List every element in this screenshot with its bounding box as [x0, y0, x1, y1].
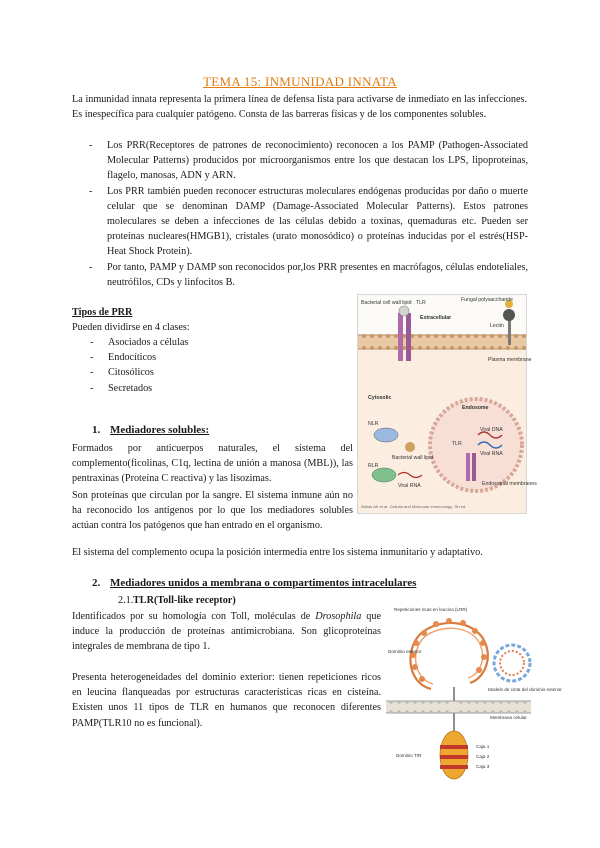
section-2-heading: Mediadores unidos a membrana o compartimentos intracelulares	[110, 577, 417, 589]
label-lectin: Lectin	[490, 323, 504, 329]
tlr-structure-figure	[386, 605, 562, 785]
section-2-number: 2.	[92, 577, 101, 589]
subsection-2-1-heading: TLR(Toll-like receptor)	[133, 595, 236, 606]
label-lrr: Repeticiones ricas en leucina (LRR)	[394, 607, 468, 612]
page-title: TEMA 15: INMUNIDAD INNATA	[203, 74, 397, 89]
list-item: - Secretados	[108, 381, 308, 396]
subsection-2-1-number: 2.1.	[118, 595, 134, 606]
prr-location-figure	[357, 294, 537, 514]
section-1-heading: Mediadores solubles:	[110, 424, 210, 436]
tir-domain	[440, 731, 468, 779]
list-item: - Los PRR(Receptores de patrones de reconocimiento) reconocen a los PAMP (Pathogen-Associated Molecular Patterns) producidos por microorganismos entre los que destacan los LPS, lipoproteínas, flagelo, manosas, ADN y ARN.	[107, 138, 528, 184]
intro-paragraph: La inmunidad innata representa la primera línea de defensa lista para activarse de inmediato en las infecciones. Es inespecífica para cualquier patógeno. Consta de las barreras físicas y de los componentes solubles.	[72, 94, 527, 121]
label-endosome: Endosome	[462, 405, 489, 411]
label-nlr: NLR	[368, 421, 379, 427]
label-viral-rna: Viral RNA	[480, 451, 503, 457]
label-rlr: RLR	[368, 463, 379, 469]
label-bacterial: Bacterial cell wall lipid	[361, 300, 412, 306]
list-item: - Por tanto, PAMP y DAMP son reconocidos por,los PRR presentes en macrófagos, células endoteliales, neutrófilos, CDs y linfocitos B.	[107, 260, 528, 290]
label-box-2: Caja 2	[476, 754, 490, 759]
list-item: - Citosólicos	[108, 365, 308, 380]
prr-types-lead: Pueden dividirse en 4 clases:	[72, 322, 190, 333]
label-fungal: Fungal polysaccharide	[461, 297, 513, 303]
prr-types-heading: Tipos de PRR	[72, 307, 133, 318]
section-1-para2: Son proteínas que circulan por la sangre. El sistema inmune aún no ha reconocido los antígenos por lo que los mediadores solubles actúan contra los patógenos que han entrado en el organismo.	[72, 490, 353, 532]
label-box-1: Caja 1	[476, 744, 490, 749]
list-item: - Los PRR también pueden reconocer estructuras moleculares endógenas producidas por daño o muerte celular que se denominan DAMP (Damage-Associated Molecular Patterns). Estos patrones moleculares se deben a infecciones de las células debido a toxinas, quemaduras etc. Pueden ser proteínas nucleares(HMGB1), cristales (urato monosódico) o proteínas inducidas por el estrés(HSP-Heat Shock Protein).	[107, 184, 528, 260]
label-tlr-surface: TLR	[416, 300, 426, 306]
intro-bullet-list	[107, 138, 528, 290]
label-ribbon-model: Modelo de cinta del dominio exterior	[488, 687, 562, 692]
label-endosomal-membranes: Endosomal membranes	[482, 481, 537, 487]
label-plasma-membrane: Plasma membrane	[488, 357, 532, 363]
section-1-para1: Formados por anticuerpos naturales, el sistema del complemento(ficolinas, C1q, lectina de unión a manosa (MBL)), las pentraxinas (Proteína C reactiva) y las lisozimas.	[72, 443, 353, 485]
tlr-para1-text: Identificados por su homología con Toll, moléculas de	[72, 611, 316, 622]
label-tir-domain: Dominio TIR	[396, 753, 422, 758]
label-exterior-domain: Dominio exterior	[388, 649, 422, 654]
label-bacterial-lipid: Bacterial wall lipid	[392, 455, 434, 461]
list-item: - Endocíticos	[108, 350, 308, 365]
ribbon-model	[494, 645, 530, 681]
tlr-para1	[72, 609, 381, 655]
label-tlr-endo: TLR	[452, 441, 462, 447]
label-cell-membrane: Membrana celular	[490, 715, 527, 720]
prr-types-list	[108, 335, 308, 396]
section-1-para3: El sistema del complemento ocupa la posición intermedia entre los sistema inmunitario y adaptativo.	[72, 547, 483, 558]
cell-membrane	[386, 700, 531, 714]
list-item: - Asociados a células	[108, 335, 308, 350]
tlr-para1-text-end: que induce la producción de proteínas antimicrobiana. Son glicoproteínas integrales de membrana de tipo 1.	[72, 611, 381, 653]
label-cytosolic: Cytosolic	[368, 395, 392, 401]
label-viral-rna-2: Viral RNA	[398, 483, 421, 489]
label-box-3: Caja 3	[476, 764, 490, 769]
section-1-number: 1.	[92, 424, 101, 436]
label-viral-dna: Viral DNA	[480, 427, 503, 433]
label-extracellular: Extracellular	[420, 315, 452, 321]
drosophila-term: Drosophila	[315, 611, 362, 622]
tlr-para2: Presenta heterogeneidades del dominio exterior: tienen repeticiones ricos en leucina flanqueadas por estructuras características ricas en cisteína. Existen unos 11 tipos de TLR en humanos que reconocen diferentes PAMP(TLR10 no es funcional).	[72, 672, 381, 729]
figure-source: Abbas AK et al. Cellular and Molecular Immunology, 7th ed.	[361, 504, 467, 509]
